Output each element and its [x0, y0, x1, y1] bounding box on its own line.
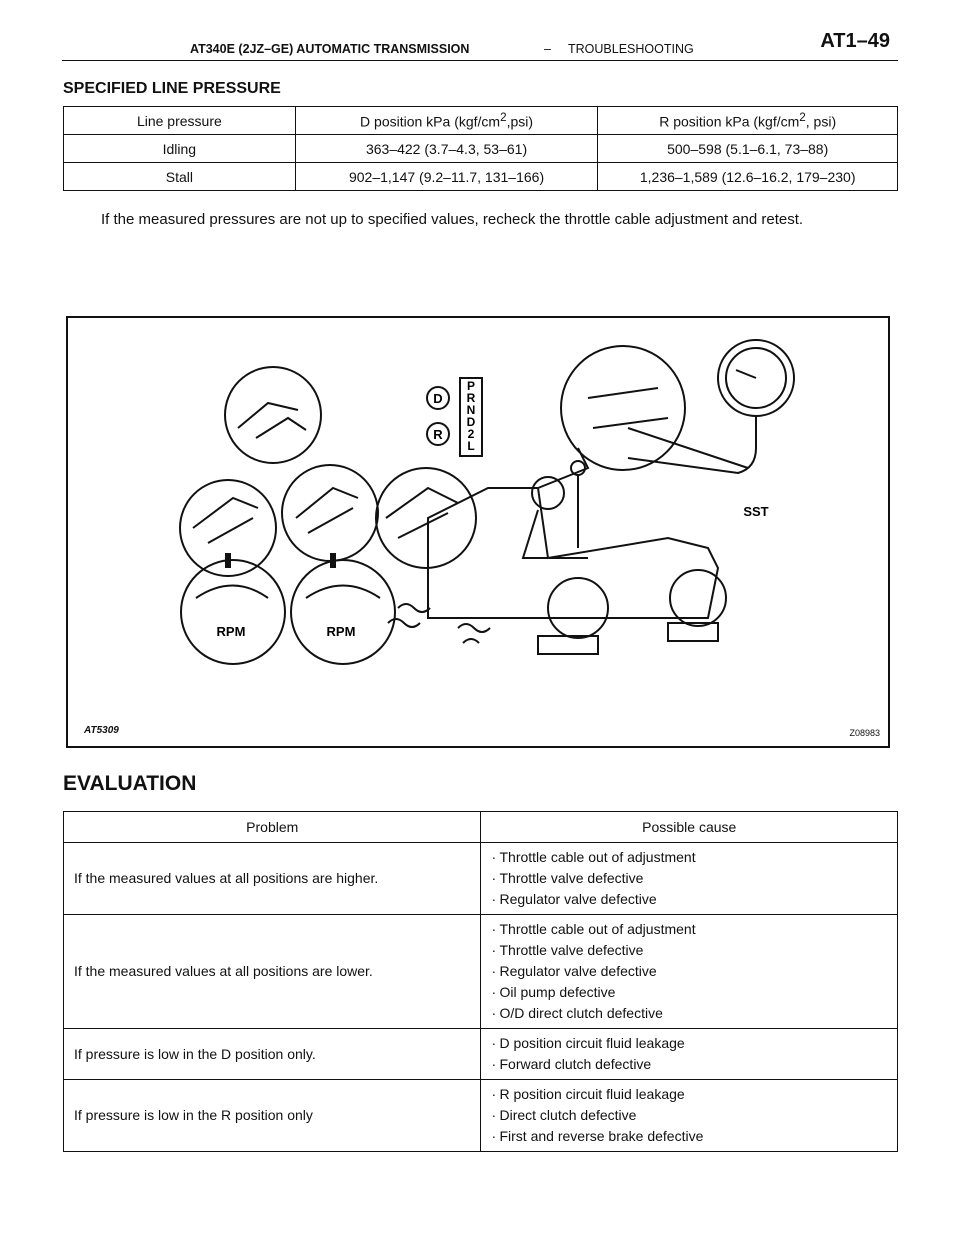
header-section: TROUBLESHOOTING [568, 42, 694, 56]
header-r-unit: , psi) [805, 113, 837, 130]
cause-cell [481, 1029, 898, 1080]
bullet: · [491, 1128, 497, 1144]
header-possible-cause: Possible cause [481, 812, 898, 843]
cause-text: D position circuit fluid leakage [499, 1035, 685, 1051]
rpm-label-left: RPM [216, 624, 246, 639]
table-row [64, 843, 898, 915]
page-header [62, 22, 898, 62]
bullet: · [491, 963, 497, 979]
wheel-chock-front [538, 636, 598, 654]
header-problem: Problem [64, 812, 481, 843]
cause-item [491, 1033, 887, 1054]
shift-letter-r: R [466, 391, 476, 405]
problem-cell: If pressure is low in the D position only. [64, 1029, 481, 1080]
cause-text: O/D direct clutch defective [499, 1005, 663, 1021]
shift-letter-n: N [466, 403, 476, 417]
bullet: · [491, 1107, 497, 1123]
problem-cell: If the measured values at all positions are higher. [64, 843, 481, 915]
line-pressure-test-illustration [66, 316, 890, 748]
bullet: · [491, 1056, 497, 1072]
header-r-text: R position kPa (kgf/cm [659, 113, 800, 130]
figure-code-right: Z08983 [849, 728, 880, 738]
pedal-circle-middle [282, 465, 378, 561]
cause-text: Direct clutch defective [499, 1107, 637, 1123]
cause-text: Regulator valve defective [499, 963, 657, 979]
cause-cell [481, 1080, 898, 1152]
row-label: Stall [64, 163, 296, 191]
d-value: 363–422 (3.7–4.3, 53–61) [295, 135, 598, 163]
header-rule [62, 60, 898, 61]
evaluation-table [63, 811, 898, 1152]
pedal-detail [238, 403, 306, 438]
header-d-sup: 2 [500, 111, 507, 125]
table-row [64, 1080, 898, 1152]
problem-cell: If pressure is low in the R position only [64, 1080, 481, 1152]
evaluation-title: EVALUATION [63, 772, 197, 795]
tach-left-scale [196, 586, 268, 599]
bullet: · [491, 942, 497, 958]
bullet: · [491, 1005, 497, 1021]
cause-text: Throttle valve defective [499, 942, 644, 958]
cause-item [491, 889, 887, 910]
front-wheel [548, 578, 608, 638]
cause-item [491, 847, 887, 868]
tachometer-right [291, 560, 395, 664]
pedal-left-detail [193, 498, 258, 543]
cause-item [491, 919, 887, 940]
cause-item [491, 1126, 887, 1147]
problem-cell: If the measured values at all positions are lower. [64, 915, 481, 1029]
pedal-circle-right [376, 468, 476, 568]
illustration-drawing [68, 318, 888, 746]
row-label: Idling [64, 135, 296, 163]
bullet: · [491, 891, 497, 907]
header-r-position [598, 107, 898, 135]
cause-text: R position circuit fluid leakage [499, 1086, 685, 1102]
pressure-note: If the measured pressures are not up to specified values, recheck the throttle cable adjustment and retest. [101, 211, 804, 228]
cause-text: Forward clutch defective [499, 1056, 652, 1072]
cause-item [491, 1054, 887, 1075]
cause-item [491, 868, 887, 889]
header-d-position [295, 107, 598, 135]
pressure-table [63, 106, 898, 191]
shift-letter-2: 2 [467, 427, 475, 441]
r-value: 1,236–1,589 (12.6–16.2, 179–230) [598, 163, 898, 191]
bullet: · [491, 870, 497, 886]
brake-pedal-detail-circle [225, 367, 321, 463]
header-d-text: D position kPa (kgf/cm [360, 113, 501, 130]
cause-text: Throttle valve defective [499, 870, 644, 886]
cause-text: Regulator valve defective [499, 891, 657, 907]
gauge-needle [736, 370, 756, 378]
bullet: · [491, 1086, 497, 1102]
cause-text: Throttle cable out of adjustment [499, 849, 696, 865]
sst-label: SST [743, 504, 769, 519]
cause-text: Throttle cable out of adjustment [499, 921, 696, 937]
shift-letter-d: D [466, 415, 476, 429]
pressure-section-title: SPECIFIED LINE PRESSURE [63, 80, 281, 97]
shift-letter-l: L [467, 439, 475, 453]
callout-leader [538, 448, 588, 488]
header-separator: – [544, 42, 551, 56]
pedal-right-detail [386, 488, 458, 538]
header-line-pressure: Line pressure [64, 107, 296, 135]
tach-right-scale [306, 586, 380, 599]
bullet: · [491, 849, 497, 865]
table-row [64, 163, 898, 191]
header-title: AT340E (2JZ–GE) AUTOMATIC TRANSMISSION [190, 42, 470, 56]
table-row [64, 135, 898, 163]
d-circle-label: D [433, 391, 443, 406]
cause-item [491, 1105, 887, 1126]
r-value: 500–598 (5.1–6.1, 73–88) [598, 135, 898, 163]
cause-item [491, 982, 887, 1003]
figure-code-left: AT5309 [84, 725, 119, 736]
table-row [64, 1029, 898, 1080]
cause-cell [481, 843, 898, 915]
cause-item [491, 1084, 887, 1105]
page-number: AT1–49 [820, 30, 890, 52]
table-row [64, 915, 898, 1029]
cause-item [491, 1003, 887, 1024]
vehicle-body [428, 488, 718, 618]
header-d-unit: ,psi) [506, 113, 534, 130]
cause-text: Oil pump defective [499, 984, 616, 1000]
table-header-row [64, 107, 898, 135]
cause-item [491, 940, 887, 961]
driver-head [532, 477, 564, 509]
bullet: · [491, 984, 497, 1000]
header-r-sup: 2 [799, 111, 806, 125]
table-header-row [64, 812, 898, 843]
cause-item [491, 961, 887, 982]
r-circle-label: R [433, 427, 443, 442]
cause-text: First and reverse brake defective [499, 1128, 704, 1144]
bullet: · [491, 921, 497, 937]
cause-cell [481, 915, 898, 1029]
d-value: 902–1,147 (9.2–11.7, 131–166) [295, 163, 598, 191]
pedal-middle-detail [296, 488, 358, 533]
exhaust-puffs [388, 604, 490, 643]
bullet: · [491, 1035, 497, 1051]
rpm-label-right: RPM [326, 624, 356, 639]
shift-letter-p: P [466, 379, 476, 393]
